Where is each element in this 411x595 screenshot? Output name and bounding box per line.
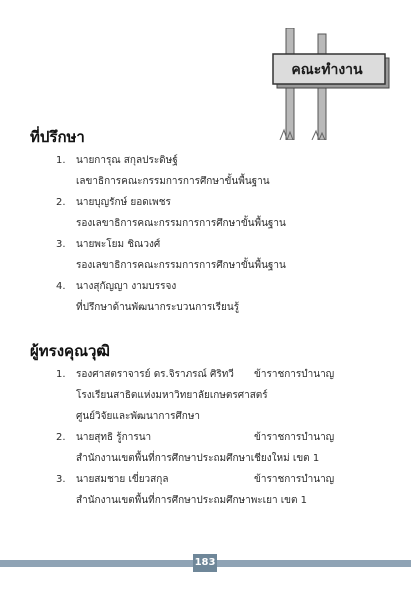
- advisor-name: นางสุกัญญา งามบรรจง: [76, 281, 177, 292]
- sign-title: คณะทำงาน: [291, 62, 363, 78]
- expert-affiliation: โรงเรียนสาธิตแห่งมหาวิทยาลัยเกษตรศาสตร์: [76, 390, 268, 401]
- expert-position: ข้าราชการบำนาญ: [254, 432, 335, 443]
- item-number: 3.: [56, 239, 66, 250]
- experts-heading: ผู้ทรงคุณวุฒิ: [30, 342, 110, 360]
- expert-affiliation: ศูนย์วิจัยและพัฒนาการศึกษา: [76, 411, 201, 422]
- item-number: 4.: [56, 281, 66, 292]
- item-number: 1.: [56, 369, 66, 380]
- expert-name: นายสมชาย เขี่ยวสกุล: [76, 474, 169, 485]
- expert-item: [56, 364, 391, 427]
- expert-affiliation: สำนักงานเขตพื้นที่การศึกษาประถมศึกษาเชียงใหม่ เขต 1: [76, 453, 320, 464]
- expert-item: [56, 469, 391, 511]
- advisor-title: เลขาธิการคณะกรรมการการศึกษาขั้นพื้นฐาน: [76, 176, 270, 187]
- advisor-item: [56, 192, 391, 234]
- expert-position: ข้าราชการบำนาญ: [254, 369, 335, 380]
- expert-name: นายสุทธิ รู้การนา: [76, 432, 152, 443]
- advisor-name: นายการุณ สกุลประดิษฐ์: [76, 155, 178, 166]
- expert-position: ข้าราชการบำนาญ: [254, 474, 335, 485]
- item-number: 3.: [56, 474, 66, 485]
- advisor-item: [56, 234, 391, 276]
- item-number: 2.: [56, 432, 66, 443]
- expert-affiliation: สำนักงานเขตพื้นที่การศึกษาประถมศึกษาพะเยา เขต 1: [76, 495, 308, 506]
- advisor-title: รองเลขาธิการคณะกรรมการการศึกษาขั้นพื้นฐาน: [76, 218, 286, 229]
- expert-item: [56, 427, 391, 469]
- expert-name: รองศาสตราจารย์ ดร.จิราภรณ์ ศิริทวี: [76, 369, 234, 380]
- advisors-heading: ที่ปรึกษา: [30, 128, 85, 146]
- advisor-item: [56, 276, 391, 318]
- advisor-item: [56, 150, 391, 192]
- advisor-name: นายบุญรักษ์ ยอดเพชร: [76, 197, 171, 208]
- item-number: 1.: [56, 155, 66, 166]
- advisor-title: รองเลขาธิการคณะกรรมการการศึกษาขั้นพื้นฐาน: [76, 260, 286, 271]
- advisor-name: นายพะโยม ชิณวงศ์: [76, 239, 161, 250]
- item-number: 2.: [56, 197, 66, 208]
- advisor-title: ที่ปรึกษาด้านพัฒนากระบวนการเรียนรู้: [76, 302, 240, 313]
- page-number: 183: [193, 554, 217, 572]
- signpost-illustration: [262, 28, 392, 140]
